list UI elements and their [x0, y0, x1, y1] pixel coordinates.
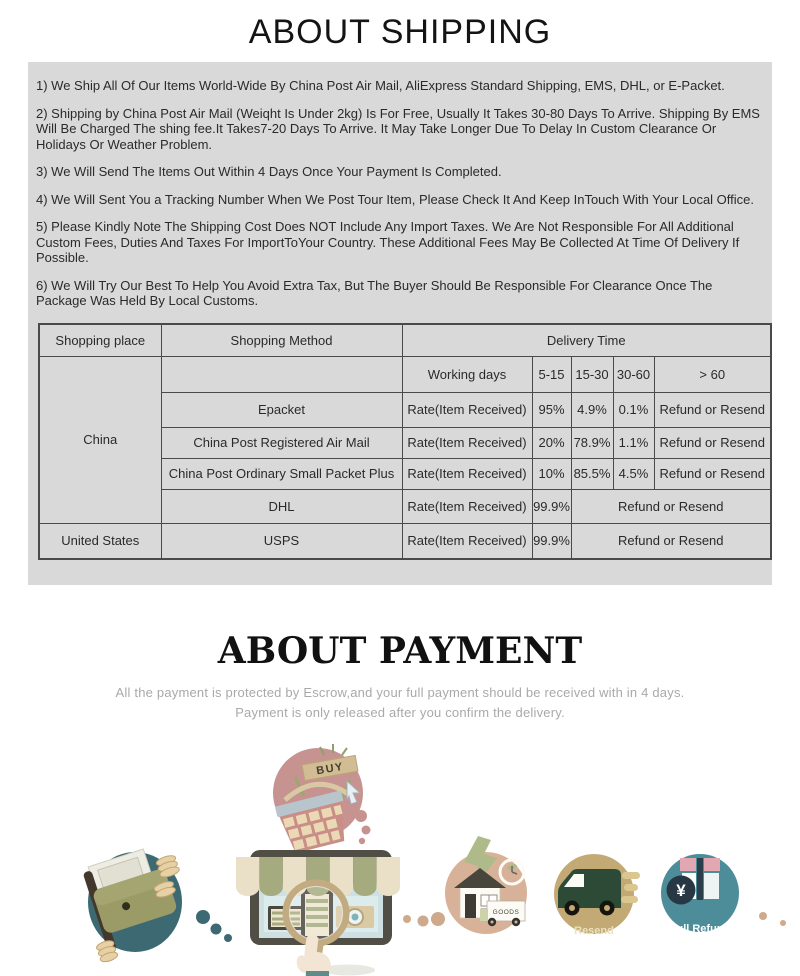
- payment-illustration: [0, 720, 800, 976]
- thought-dots-tan: [403, 912, 445, 927]
- shipping-title: ABOUT SHIPPING: [248, 13, 552, 51]
- rate-label-cell: Rate(Item Received): [402, 427, 532, 458]
- full-refund-icon: [661, 854, 739, 935]
- empty-cell: [161, 356, 402, 392]
- rate-cell: 4.9%: [571, 392, 613, 427]
- shipping-term-6: 6) We Will Try Our Best To Help You Avoid Extra Tax, But The Buyer Should Be Responsible For Clearance Once The Package Was Held By Local Customs.: [36, 277, 713, 308]
- shipping-term-3: 3) We Will Send The Items Out Within 4 Days Once Your Payment Is Completed.: [36, 164, 502, 179]
- table-header-row: [39, 324, 771, 357]
- method-cell: China Post Ordinary Small Packet Plus: [161, 458, 402, 489]
- rate-label-cell: Rate(Item Received): [402, 458, 532, 489]
- house-delivery-icon: [445, 836, 527, 934]
- place-us-cell: United States: [39, 523, 161, 559]
- rate-cell: 99.9%: [532, 523, 571, 559]
- rate-label-cell: Rate(Item Received): [402, 523, 532, 559]
- method-cell: China Post Registered Air Mail: [161, 427, 402, 458]
- thought-dots-trailing: [759, 912, 786, 926]
- result-cell: Refund or Resend: [571, 489, 771, 523]
- result-cell: Refund or Resend: [654, 392, 771, 427]
- yen-badge-icon: [667, 876, 696, 905]
- payment-title: ABOUT PAYMENT: [217, 630, 583, 672]
- rate-label-cell: Rate(Item Received): [402, 489, 532, 523]
- shipping-table: [38, 323, 772, 560]
- rate-cell: 85.5%: [571, 458, 613, 489]
- rate-cell: 95%: [532, 392, 571, 427]
- payment-note-line1: All the payment is protected by Escrow,and your full payment should be received with in 4 days.: [115, 685, 685, 700]
- svg-text:GOODS: GOODS: [492, 909, 520, 916]
- buy-basket-icon: [273, 744, 363, 855]
- table-row: [39, 356, 771, 392]
- shipping-term-4: 4) We Will Sent You a Tracking Number When We Post Tour Item, Please Check It And Keep InTouch With Your Local Office.: [36, 191, 755, 207]
- method-cell: DHL: [161, 489, 402, 523]
- result-cell: Refund or Resend: [654, 427, 771, 458]
- range-cell: > 60: [654, 356, 771, 392]
- svg-text:¥: ¥: [676, 881, 686, 900]
- col-header-delivery: Delivery Time: [402, 324, 771, 357]
- thought-dots-pink: [355, 810, 371, 844]
- rate-cell: 20%: [532, 427, 571, 458]
- range-cell: 5-15: [532, 356, 571, 392]
- svg-text:Full Refund: Full Refund: [669, 923, 731, 935]
- rate-cell: 78.9%: [571, 427, 613, 458]
- resend-van-icon: [554, 854, 640, 937]
- result-cell: Refund or Resend: [571, 523, 771, 559]
- range-cell: 30-60: [613, 356, 654, 392]
- shipping-terms-panel: [28, 62, 772, 585]
- svg-text:Resend: Resend: [574, 925, 614, 937]
- rate-cell: 1.1%: [613, 427, 654, 458]
- shipping-term-5: 5) Please Kindly Note The Shipping Cost Does NOT Include Any Import Taxes. We Are Not Responsible For All Additional Custom Fees, Duties And Taxes For ImportToYour Country. These Additional Fees May Be Collected At Time Of Delivery If Possible.: [36, 219, 740, 265]
- shipping-term-2: 2) Shipping by China Post Air Mail (Weiqht Is Under 2kg) Is For Free, Usually It Takes 30-80 Days To Arrive. Shipping By EMS Will Be Charged The shing fee.It Takes7-20 Days To Arrive. It May Take Longer Due To Delay In Custom Clearance Or Holidays Or Weather Problem.: [36, 105, 760, 152]
- svg-text:BUY: BUY: [315, 760, 345, 778]
- col-header-method: Shopping Method: [161, 324, 402, 357]
- rate-cell: 4.5%: [613, 458, 654, 489]
- storefront-icon: [236, 850, 400, 976]
- rate-cell: 10%: [532, 458, 571, 489]
- rate-cell: 99.9%: [532, 489, 571, 523]
- range-cell: 15-30: [571, 356, 613, 392]
- shipping-term-1: 1) We Ship All Of Our Items World-Wide By China Post Air Mail, AliExpress Standard Shipping, EMS, DHL, or E-Packet.: [36, 78, 725, 93]
- method-cell: USPS: [161, 523, 402, 559]
- col-header-place: Shopping place: [39, 324, 161, 357]
- wallet-icon: [72, 840, 200, 963]
- payment-note-line2: Payment is only released after you confirm the delivery.: [235, 705, 565, 720]
- thought-dots-teal: [196, 910, 232, 942]
- table-row: [39, 523, 771, 559]
- rate-cell: 0.1%: [613, 392, 654, 427]
- method-cell: Epacket: [161, 392, 402, 427]
- place-china-cell: China: [39, 356, 161, 523]
- payment-note: [0, 683, 800, 723]
- working-days-cell: Working days: [402, 356, 532, 392]
- result-cell: Refund or Resend: [654, 458, 771, 489]
- rate-label-cell: Rate(Item Received): [402, 392, 532, 427]
